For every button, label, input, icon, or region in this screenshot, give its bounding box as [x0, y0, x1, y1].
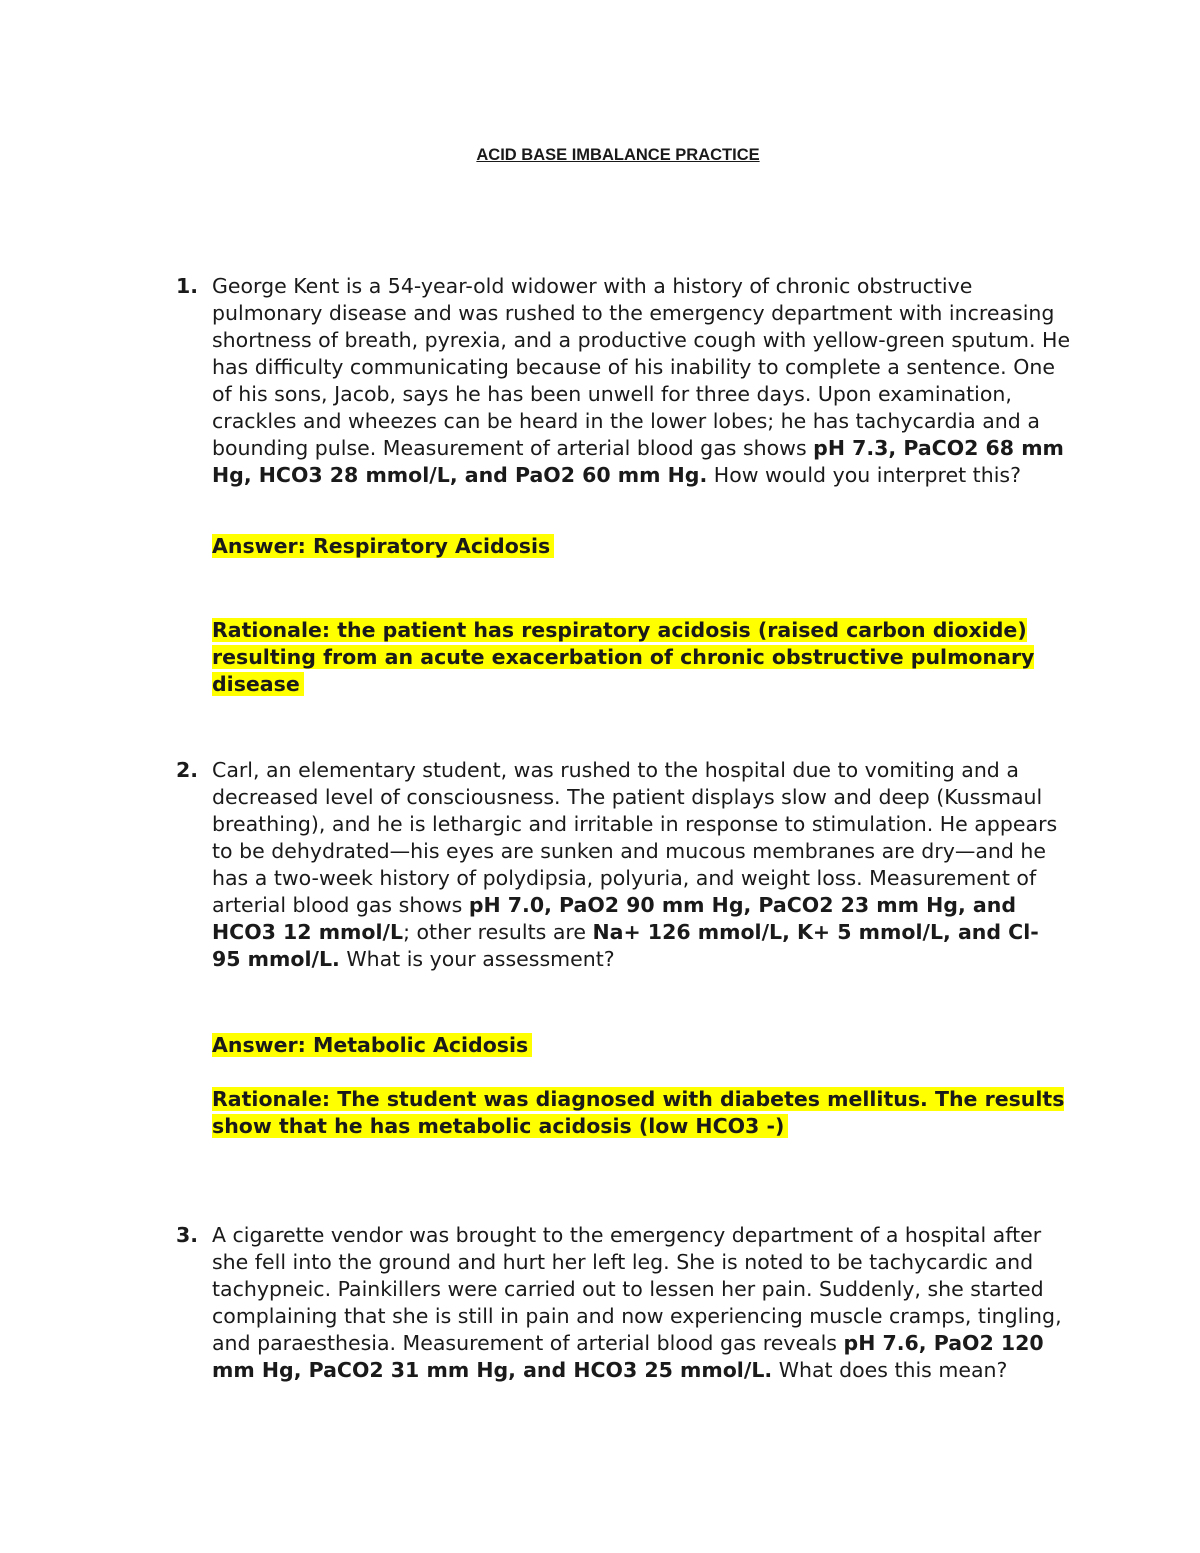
question-number: 3.	[176, 1223, 199, 1247]
question-text	[212, 273, 1072, 489]
question-prompt: How would you interpret this?	[707, 463, 1021, 487]
lab-values: pH 7.3, PaCO2 68 mm Hg, HCO3 28 mmol/L, and PaO2 60 mm Hg.	[212, 436, 1064, 487]
question-prompt: What does this mean?	[772, 1358, 1008, 1382]
document-title: ACID BASE IMBALANCE PRACTICE	[476, 146, 760, 164]
lab-values: Na+ 126 mmol/L, K+ 5 mmol/L, and Cl- 95 mmol/L.	[212, 920, 1039, 971]
question-number: 2.	[176, 758, 199, 782]
question-1	[176, 273, 1072, 489]
answer-1	[212, 533, 1072, 560]
answer-text: Answer: Respiratory Acidosis	[212, 534, 554, 558]
lab-values: pH 7.6, PaO2 120 mm Hg, PaCO2 31 mm Hg, and HCO3 25 mmol/L.	[212, 1331, 1044, 1382]
answer-text: Answer: Metabolic Acidosis	[212, 1033, 532, 1057]
question-number: 1.	[176, 274, 199, 298]
lab-values: pH 7.0, PaO2 90 mm Hg, PaCO2 23 mm Hg, and HCO3 12 mmol/L	[212, 893, 1016, 944]
answer-2	[212, 1032, 1072, 1059]
question-text-part: A cigarette vendor was brought to the emergency department of a hospital after she fell into the ground and hurt her left leg. She is noted to be tachycardic and tachypneic. Painkillers were carried out to lessen her pain. Suddenly, she started complaining that she is still in pain and now experiencing muscle cramps, tingling, and paraesthesia. Measurement of arterial blood gas reveals	[212, 1223, 1062, 1355]
question-text	[212, 757, 1072, 973]
question-text-part: George Kent is a 54-year-old widower with a history of chronic obstructive pulmonary disease and was rushed to the emergency department with increasing shortness of breath, pyrexia, and a productive cough with yellow-green sputum. He has difficulty communicating because of his inability to complete a sentence. One of his sons, Jacob, says he has been unwell for three days. Upon examination, crackles and wheezes can be heard in the lower lobes; he has tachycardia and a bounding pulse. Measurement of arterial blood gas shows	[212, 274, 1071, 460]
question-prompt: What is your assessment?	[339, 947, 615, 971]
rationale-text: Rationale: the patient has respiratory acidosis (raised carbon dioxide) resulting from an acute exacerbation of chronic obstructive pulmonary disease	[212, 618, 1035, 696]
rationale-text: Rationale: The student was diagnosed with diabetes mellitus. The results show that he has metabolic acidosis (low HCO3 -)	[212, 1087, 1065, 1138]
question-text-part: ; other results are	[403, 920, 593, 944]
rationale-2	[212, 1086, 1072, 1140]
question-text-part: Carl, an elementary student, was rushed to the hospital due to vomiting and a decreased level of consciousness. The patient displays slow and deep (Kussmaul breathing), and he is lethargic and irritable in response to stimulation. He appears to be dehydrated—his eyes are sunken and mucous membranes are dry—and he has a two-week history of polydipsia, polyuria, and weight loss. Measurement of arterial blood gas shows	[212, 758, 1058, 917]
question-2	[176, 757, 1072, 973]
question-3	[176, 1222, 1072, 1384]
question-text	[212, 1222, 1072, 1384]
rationale-1	[212, 617, 1072, 698]
